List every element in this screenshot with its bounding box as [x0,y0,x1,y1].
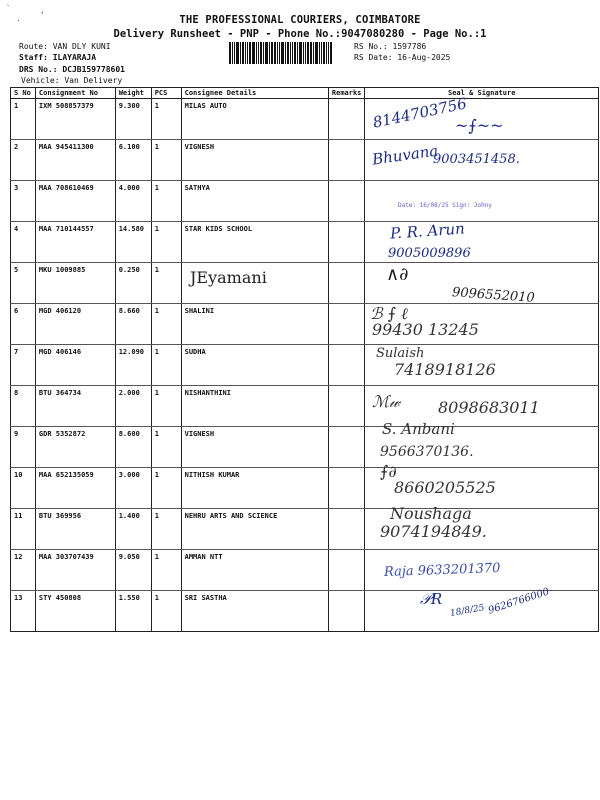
cell-consignee: NEHRU ARTS AND SCIENCE [181,509,328,550]
rs-date: RS Date: 16-Aug-2025 [354,53,451,62]
handwriting-row4-phone: 9005009896 [388,246,471,261]
col-pcs: PCS [151,88,181,99]
table-row [11,550,599,591]
cell-pcs: 1 [151,304,181,345]
barcode-bar [294,42,296,64]
barcode-bar [328,42,329,64]
handwriting-row2-name: Bhuvana [371,141,440,169]
barcode-bar [330,42,332,64]
cell-pcs: 1 [151,591,181,632]
barcode-bar [287,42,289,64]
cell-sno: 11 [11,509,36,550]
cell-consignee: VIGNESH [181,427,328,468]
barcode-bar [249,42,251,64]
cell-remarks [328,181,365,222]
barcode-bar [256,42,257,64]
cell-consignment: MGD 406120 [35,304,115,345]
handwriting-row10-phone: 8660205525 [394,478,496,497]
table-row [11,181,599,222]
table-row [11,468,599,509]
scan-mark: ` [6,4,11,13]
handwriting-row7-phone: 7418918126 [394,360,496,379]
cell-consignment: MAA 710144557 [35,222,115,263]
table-row [11,304,599,345]
handwriting-row1: 8144703756 [371,94,469,132]
cell-weight: 2.000 [115,386,151,427]
cell-remarks [328,140,365,181]
cell-consignment: MAA 708610469 [35,181,115,222]
handwriting-row8-phone: 8098683011 [438,398,540,417]
signature-scribble-row6: ℬ ⨍ ℓ [370,304,408,323]
table-row [11,509,599,550]
barcode-bar [260,42,262,64]
cell-consignee: AMMAN NTT [181,550,328,591]
cell-sno: 10 [11,468,36,509]
handwriting-row9-phone: 9566370136. [380,444,474,460]
cell-weight: 0.250 [115,263,151,304]
cell-remarks [328,345,365,386]
handwriting-row13-phone: 9626766000 [486,586,551,617]
cell-consignment: BTU 364734 [35,386,115,427]
cell-sno: 5 [11,263,36,304]
drs-number: DRS No.: DCJB159778601 [19,65,125,74]
cell-consignee: SATHYA [181,181,328,222]
cell-remarks [328,99,365,140]
handwriting-row5-phone: 9096552010 [451,285,536,306]
cell-pcs: 1 [151,263,181,304]
barcode-bar [271,42,273,64]
cell-remarks [328,427,365,468]
cell-weight: 12.090 [115,345,151,386]
cell-pcs: 1 [151,345,181,386]
cell-sno: 13 [11,591,36,632]
barcode-bar [263,42,264,64]
cell-remarks [328,222,365,263]
handwriting-row3-stamp: Date: 16/08/25 Sign: Johny [398,202,492,209]
barcode-bar [232,42,233,64]
cell-consignee: SHALINI [181,304,328,345]
signature-scribble-row8: ℳ𝓌 [372,392,401,411]
handwriting-row11-name: Noushaga [390,504,472,523]
table-row [11,591,599,632]
col-sno: S No [11,88,36,99]
col-consignment: Consignment No [35,88,115,99]
col-consignee: Consignee Details [181,88,328,99]
cell-remarks [328,509,365,550]
rs-number: RS No.: 1597786 [354,42,427,51]
barcode [229,42,349,64]
table-header [11,88,599,99]
handwriting-row5-consignee: JEyamani [190,268,267,287]
cell-sno: 2 [11,140,36,181]
cell-sno: 12 [11,550,36,591]
handwriting-row4-name: P. R. Arun [389,219,466,243]
cell-consignee: SUDHA [181,345,328,386]
cell-weight: 1.550 [115,591,151,632]
cell-pcs: 1 [151,427,181,468]
barcode-bar [240,42,241,64]
barcode-bar [323,42,325,64]
cell-pcs: 1 [151,509,181,550]
runsheet-table [10,87,599,632]
scan-mark: . [16,14,21,23]
staff-label: Staff: ILAYARAJA [19,53,97,62]
barcode-bar [319,42,320,64]
barcode-bar [252,42,255,64]
cell-pcs: 1 [151,181,181,222]
cell-pcs: 1 [151,550,181,591]
cell-sno: 8 [11,386,36,427]
cell-remarks [328,591,365,632]
barcode-bar [285,42,286,64]
cell-sno: 3 [11,181,36,222]
cell-consignment: MGD 406146 [35,345,115,386]
cell-consignee: VIGNESH [181,140,328,181]
barcode-bar [229,42,231,64]
cell-weight: 1.400 [115,509,151,550]
barcode-bar [281,42,284,64]
cell-consignment: BTU 369956 [35,509,115,550]
scan-mark: , [40,6,45,15]
barcode-bar [290,42,291,64]
cell-sno: 7 [11,345,36,386]
cell-pcs: 1 [151,468,181,509]
cell-weight: 3.000 [115,468,151,509]
cell-consignment: MAA 303707439 [35,550,115,591]
cell-consignment: GDR 5352872 [35,427,115,468]
cell-remarks [328,386,365,427]
barcode-bar [313,42,314,64]
barcode-bar [274,42,276,64]
signature-scribble-row13: 𝒫𝑅 [420,590,443,608]
table-row [11,99,599,140]
cell-remarks [328,263,365,304]
cell-weight: 6.100 [115,140,151,181]
runsheet-subtitle: Delivery Runsheet - PNP - Phone No.:9047080280 - Page No.:1 [113,28,487,40]
handwriting-row13-date: 18/8/25 [449,603,486,619]
barcode-bar [307,42,309,64]
barcode-bar [265,42,268,64]
handwriting-row7-name: Sulaish [376,346,425,361]
cell-pcs: 1 [151,99,181,140]
cell-consignee: NITHISH KUMAR [181,468,328,509]
signature-scribble-row10: ⨍∂ [380,462,397,481]
cell-sno: 6 [11,304,36,345]
barcode-bar [310,42,312,64]
barcode-bar [277,42,278,64]
signature-scribble-row5: ∧∂ [386,264,409,285]
cell-consignee: SRI SASTHA [181,591,328,632]
cell-consignment: MAA 652135059 [35,468,115,509]
cell-consignment: MKU 1009885 [35,263,115,304]
cell-pcs: 1 [151,386,181,427]
table-row [11,222,599,263]
table-row [11,345,599,386]
company-title: THE PROFESSIONAL COURIERS, COIMBATORE [179,14,421,26]
barcode-bar [242,42,244,64]
barcode-bar [234,42,235,64]
cell-weight: 14.580 [115,222,151,263]
barcode-bar [279,42,280,64]
col-signature: Seal & Signature [365,88,599,99]
cell-consignment: IXM 508857379 [35,99,115,140]
handwriting-row12: Raja 9633201370 [383,560,501,581]
barcode-bar [326,42,327,64]
vehicle-label: Vehicle: Van Delivery [21,76,123,85]
cell-remarks [328,550,365,591]
cell-sno: 1 [11,99,36,140]
barcode-bar [236,42,239,64]
barcode-bar [297,42,298,64]
cell-consignment: STY 450808 [35,591,115,632]
barcode-bar [321,42,322,64]
cell-consignee: MILAS AUTO [181,99,328,140]
col-weight: Weight [115,88,151,99]
cell-consignee: STAR KIDS SCHOOL [181,222,328,263]
handwriting-row6-phone: 99430 13245 [372,320,479,339]
cell-remarks [328,304,365,345]
cell-signature [365,181,599,222]
barcode-bar [258,42,259,64]
handwriting-row11-phone: 9074194849. [380,522,487,541]
cell-weight: 9.050 [115,550,151,591]
barcode-bar [245,42,246,64]
cell-sno: 9 [11,427,36,468]
barcode-bar [303,42,304,64]
table-row [11,427,599,468]
cell-remarks [328,468,365,509]
handwriting-row2-phone: 9003451458. [433,152,520,167]
cell-weight: 9.300 [115,99,151,140]
barcode-bar [269,42,270,64]
route-label: Route: VAN DLY KUNI [19,42,111,51]
cell-pcs: 1 [151,140,181,181]
cell-weight: 8.660 [115,304,151,345]
barcode-bar [305,42,306,64]
handwriting-row9-name: S. Anbani [382,420,455,438]
barcode-bar [299,42,302,64]
signature-scribble-row1: ~⨍~~ [455,116,504,135]
cell-pcs: 1 [151,222,181,263]
cell-weight: 8.600 [115,427,151,468]
cell-consignment: MAA 945411300 [35,140,115,181]
col-remarks: Remarks [328,88,365,99]
cell-consignee: NISHANTHINI [181,386,328,427]
barcode-bar [247,42,248,64]
barcode-bar [292,42,293,64]
cell-weight: 4.000 [115,181,151,222]
barcode-bar [315,42,318,64]
cell-sno: 4 [11,222,36,263]
